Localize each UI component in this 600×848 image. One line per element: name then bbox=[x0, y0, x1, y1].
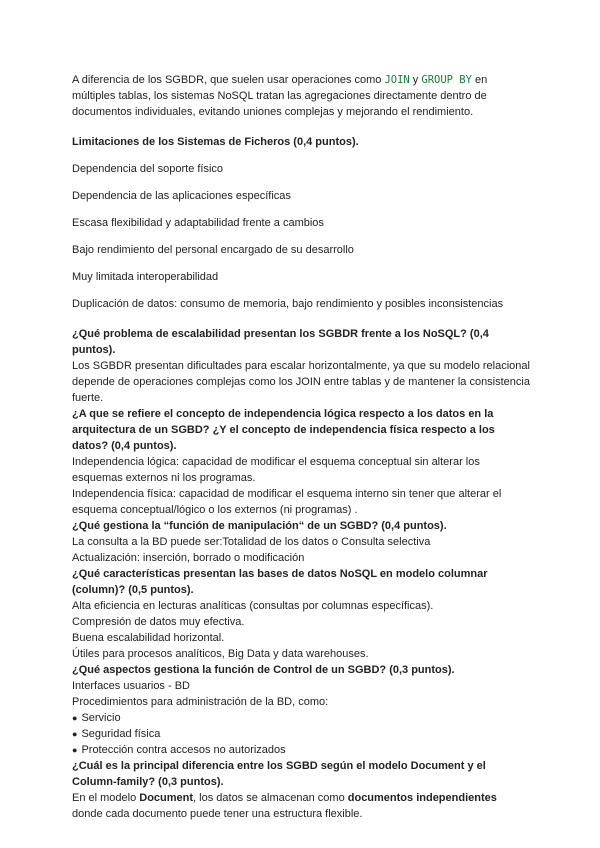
limitacion-item: Dependencia de las aplicaciones específicas bbox=[72, 190, 291, 202]
answer-part: , los datos se almacenan como bbox=[193, 792, 348, 804]
limitaciones-list bbox=[72, 161, 530, 312]
list-item: ● Servicio bbox=[72, 710, 530, 726]
answer-part: donde cada documento puede tener una estructura flexible. bbox=[72, 808, 363, 820]
code-join: JOIN bbox=[384, 74, 410, 86]
list-item: ● Seguridad física bbox=[72, 726, 530, 742]
question-manipulacion bbox=[72, 518, 530, 566]
question-heading: ¿Qué características presentan las bases de datos NoSQL en modelo columnar (column)? (0,5 puntos). bbox=[72, 568, 488, 596]
document-page bbox=[72, 72, 530, 822]
answer-text: La consulta a la BD puede ser:Totalidad de los datos o Consulta selectiva bbox=[72, 536, 431, 548]
limitaciones-heading: Limitaciones de los Sistemas de Ficheros (0,4 puntos). bbox=[72, 136, 359, 148]
bullet-list bbox=[72, 710, 530, 758]
answer-text: Los SGBDR presentan dificultades para escalar horizontalmente, ya que su modelo relacional depende de operaciones complejas como los JOIN entre tablas y de mantener la consistencia fuerte. bbox=[72, 360, 530, 404]
answer-bold-documentos: documentos independientes bbox=[347, 792, 497, 804]
answer-text: Independencia lógica: capacidad de modificar el esquema conceptual sin alterar los esquemas externos ni los programas. bbox=[72, 456, 480, 484]
intro-text-2: en múltiples tablas, los sistemas NoSQL tratan las agregaciones directamente dentro de documentos individuales, evitando uniones complejas y mejorando el rendimiento. bbox=[72, 74, 488, 118]
question-heading: ¿A que se refiere el concepto de independencia lógica respecto a los datos en la arquitectura de un SGBD? ¿Y el concepto de independencia física respecto a los datos? (0,4 puntos). bbox=[72, 408, 495, 452]
limitacion-item: Muy limitada interoperabilidad bbox=[72, 271, 219, 283]
question-control bbox=[72, 662, 530, 758]
limitacion-item: Bajo rendimiento del personal encargado de su desarrollo bbox=[72, 244, 354, 256]
answer-text: Actualización: inserción, borrado o modificación bbox=[72, 552, 305, 564]
answer-text: Independencia física: capacidad de modificar el esquema interno sin tener que alterar el esquema conceptual/lógico o los externos (ni programas) . bbox=[72, 488, 502, 516]
limitacion-item: Duplicación de datos: consumo de memoria, bajo rendimiento y posibles inconsistencias bbox=[72, 298, 504, 310]
question-heading: ¿Qué problema de escalabilidad presentan los SGBDR frente a los NoSQL? (0,4 puntos). bbox=[72, 328, 489, 356]
answer-text bbox=[72, 790, 530, 822]
answer-text: Procedimientos para administración de la BD, como: bbox=[72, 696, 329, 708]
question-document-vs-column bbox=[72, 758, 530, 822]
answer-part: En el modelo bbox=[72, 792, 140, 804]
code-group-by: GROUP BY bbox=[421, 74, 472, 86]
answer-text: Interfaces usuarios - BD bbox=[72, 680, 190, 692]
answer-text: Alta eficiencia en lecturas analíticas (consultas por columnas específicas). bbox=[72, 600, 434, 612]
question-heading: ¿Qué aspectos gestiona la función de Control de un SGBD? (0,3 puntos). bbox=[72, 664, 455, 676]
answer-text: Útiles para procesos analíticos, Big Data y data warehouses. bbox=[72, 648, 369, 660]
question-heading: ¿Cuál es la principal diferencia entre los SGBD según el modelo Document y el Column-family? (0,3 puntos). bbox=[72, 760, 486, 788]
limitacion-item: Dependencia del soporte físico bbox=[72, 163, 224, 175]
answer-text: Compresión de datos muy efectiva. bbox=[72, 616, 245, 628]
intro-text-1: A diferencia de los SGBDR, que suelen usar operaciones como bbox=[72, 74, 385, 86]
question-heading: ¿Qué gestiona la “función de manipulación“ de un SGBD? (0,4 puntos). bbox=[72, 520, 447, 532]
answer-bold-document: Document bbox=[139, 792, 194, 804]
intro-text-mid: y bbox=[409, 74, 422, 86]
question-independencia bbox=[72, 406, 530, 518]
question-columnar bbox=[72, 566, 530, 662]
answer-text: Buena escalabilidad horizontal. bbox=[72, 632, 225, 644]
limitacion-item: Escasa flexibilidad y adaptabilidad frente a cambios bbox=[72, 217, 324, 229]
question-escalabilidad bbox=[72, 326, 530, 406]
list-item: ● Protección contra accesos no autorizados bbox=[72, 742, 530, 758]
intro-paragraph bbox=[72, 72, 530, 120]
